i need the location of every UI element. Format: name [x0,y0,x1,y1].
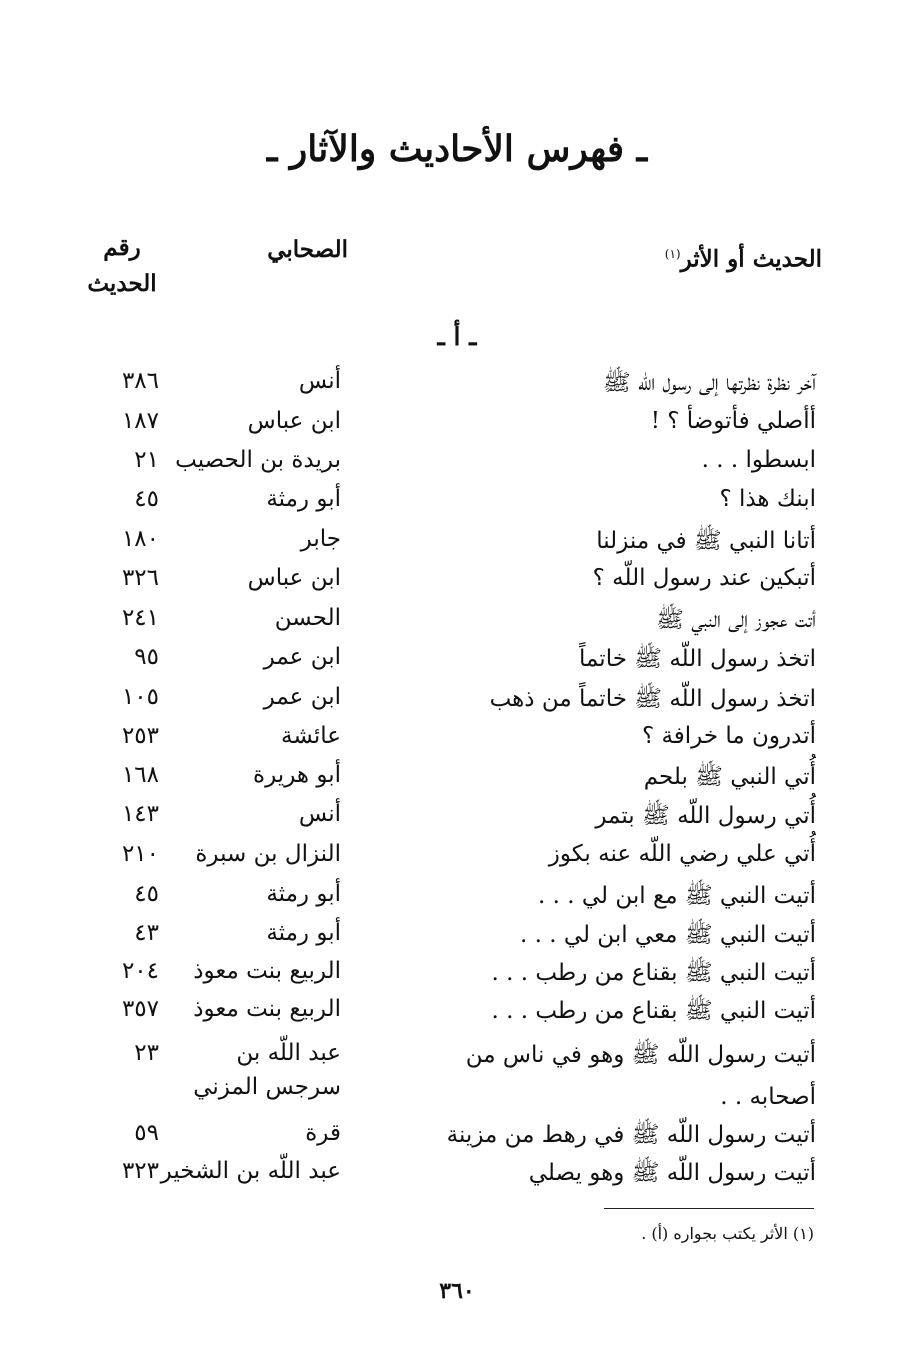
hadith-number: ١٤٣ [121,801,159,827]
sahabi-name: الحسن [274,605,341,631]
page-number: ٣٦٠ [439,1278,475,1304]
hadith-text: أتدرون ما خرافة ؟ [641,723,816,749]
sahabi-name: أنس [298,801,341,827]
sahabi-name: عائشة [281,723,341,749]
hadith-text: أتيت النبي ﷺ معي ابن لي . . . [519,922,816,948]
hadith-number: ٤٥ [134,486,159,512]
sahabi-name: أبو هريرة [253,762,341,788]
hadith-number: ٣٢٣ [121,1158,159,1184]
hadith-number: ١٨٧ [121,408,159,434]
sahabi-name: أنس [298,368,341,394]
sahabi-name: قرة [305,1120,341,1146]
index-row [0,1120,914,1160]
hadith-text-line1: أتيت رسول اللّه ﷺ وهو في ناس من [465,1042,816,1068]
sahabi-name: عبد اللّه بن الشخير [160,1158,341,1184]
index-row [0,605,914,645]
hadith-text: أتيت النبي ﷺ بقناع من رطب . . . [491,998,816,1024]
index-row [0,801,914,841]
sahabi-name: ابن عباس [247,408,341,434]
sahabi-name: النزال بن سبرة [195,841,341,867]
hadith-text: أتيت رسول اللّه ﷺ وهو يصلي [528,1160,816,1186]
hadith-text: أتانا النبي ﷺ في منزلنا [596,528,816,554]
hadith-text: ابنك هذا ؟ [719,486,816,512]
column-header-number-line2: الحديث [87,270,157,297]
index-row [0,958,914,998]
index-row [0,684,914,724]
hadith-text: آخر نظرة نظرتها إلى رسول اللّه ﷺ [602,370,816,396]
hadith-number: ٣٢٦ [121,565,159,591]
section-heading: ـ أ ـ [437,322,477,351]
index-row [0,762,914,802]
hadith-number: ٢٠٤ [121,958,159,984]
index-row [0,1040,914,1120]
hadith-text: اتخذ رسول اللّه ﷺ خاتماً من ذهب [489,686,816,712]
hadith-number: ٢١ [134,447,159,473]
index-row [0,565,914,605]
index-row [0,526,914,566]
hadith-number: ١٦٨ [121,762,159,788]
index-row [0,996,914,1036]
index-row [0,841,914,881]
column-header-hadith [665,236,822,278]
hadith-text: ابسطوا . . . [701,447,816,473]
hadith-text [466,1040,816,1110]
hadith-text: أتت عجوز إلى النبي ﷺ [656,607,816,633]
hadith-text: أتيت رسول اللّه ﷺ في رهط من مزينة [446,1122,816,1148]
index-row [0,723,914,763]
hadith-text-line2: أصحابه . . [720,1084,816,1110]
hadith-text: أُتي النبي ﷺ بلحم [643,764,816,790]
hadith-number: ٢١٠ [121,841,159,867]
hadith-number: ٣٨٦ [121,368,159,394]
sahabi-name: ابن عمر [263,684,341,710]
sahabi-name-line2: سرجس المزني [193,1074,341,1100]
hadith-number: ٤٣ [134,920,159,946]
sahabi-name: جابر [300,526,341,552]
footnote: (١) الأثر يكتب بجواره (أ) . [641,1224,814,1243]
hadith-number: ٢٥٣ [121,723,159,749]
sahabi-name: أبو رمثة [266,486,341,512]
sahabi-name: الربيع بنت معوذ [193,996,341,1022]
index-row [0,881,914,921]
footnote-marker: (١) [664,247,681,261]
sahabi-name [193,1040,341,1100]
sahabi-name: الربيع بنت معوذ [193,958,341,984]
hadith-text: أُتي رسول اللّه ﷺ بتمر [595,803,816,829]
hadith-text: أأصلي فأتوضأ ؟ ! [650,408,816,434]
column-header-number [82,230,162,302]
index-row [0,1158,914,1198]
index-row [0,486,914,526]
hadith-text: أتبكين عند رسول اللّه ؟ [592,565,816,591]
sahabi-name: أبو رمثة [266,881,341,907]
hadith-number: ٥٩ [134,1120,159,1146]
sahabi-name: بريدة بن الحصيب [175,447,341,473]
hadith-number: ٣٥٧ [121,996,159,1022]
hadith-number: ٢٤١ [121,605,159,631]
hadith-text: أتيت النبي ﷺ بقناع من رطب . . . [491,960,816,986]
hadith-number: ١٨٠ [121,526,159,552]
sahabi-name: ابن عباس [247,565,341,591]
hadith-number: ٩٥ [134,644,159,670]
hadith-text: اتخذ رسول اللّه ﷺ خاتماً [579,646,816,672]
column-header-hadith-label: الحديث أو الأثر [680,245,822,273]
sahabi-name-line1: عبد اللّه بن [236,1040,341,1066]
index-row [0,920,914,960]
hadith-number: ٤٥ [134,881,159,907]
hadith-number: ١٠٥ [121,684,159,710]
page-title: ـ فهرس الأحاديث والآثار ـ [266,128,648,170]
column-header-sahabi: الصحابي [267,236,348,263]
hadith-number: ٢٣ [134,1040,159,1066]
sahabi-name: ابن عمر [263,644,341,670]
footnote-divider [604,1208,814,1209]
sahabi-name: أبو رمثة [266,920,341,946]
hadith-text: أتيت النبي ﷺ مع ابن لي . . . [537,883,816,909]
hadith-text: أُتي علي رضي اللّه عنه بكوز [548,841,816,867]
index-row [0,408,914,448]
column-header-number-line1: رقم [103,234,141,261]
index-row [0,368,914,408]
index-row [0,644,914,684]
index-row [0,447,914,487]
